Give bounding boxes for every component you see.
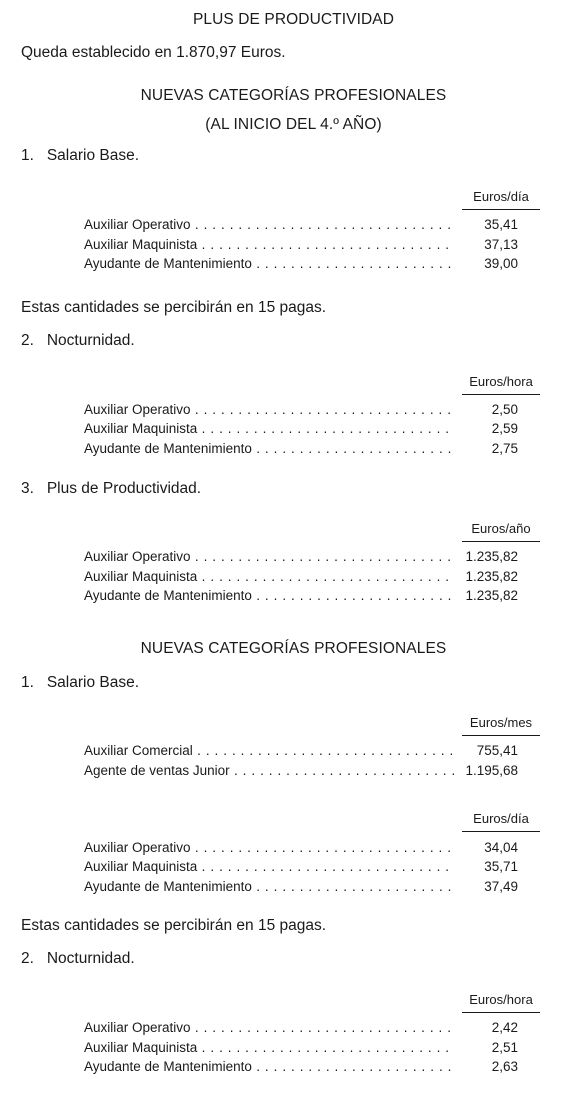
row-label: Ayudante de Mantenimiento . . . — [84, 441, 454, 456]
row-value: 755,41 — [476, 743, 518, 758]
table-row — [84, 743, 538, 761]
table-row — [84, 1040, 538, 1058]
table-row — [84, 217, 538, 235]
table-row — [84, 421, 538, 439]
row-value: 2,42 — [491, 1020, 518, 1035]
row-value: 2,50 — [491, 402, 518, 417]
row-label: Agente de ventas Junior . . . — [84, 763, 454, 778]
row-label: Ayudante de Mantenimiento . . . — [84, 1059, 454, 1074]
column-unit-underline — [462, 1012, 540, 1013]
note-15-pagas: Estas cantidades se percibirán en 15 pagas. — [21, 299, 327, 316]
table-row — [84, 1059, 538, 1077]
section-title-nuevas-categorias: NUEVAS CATEGORÍAS PROFESIONALES — [140, 87, 447, 104]
column-unit-euros-hora-2: Euros/hora — [469, 992, 533, 1007]
section-subtitle-inicio-4-ano: (AL INICIO DEL 4.º AÑO) — [205, 116, 382, 133]
column-unit-euros-mes: Euros/mes — [469, 715, 533, 730]
row-label: Auxiliar Comercial . . . — [84, 743, 454, 758]
section-title-nuevas-categorias-2: NUEVAS CATEGORÍAS PROFESIONALES — [140, 640, 447, 657]
row-label: Ayudante de Mantenimiento . . . — [84, 256, 454, 271]
item-heading-salario-base: 1. Salario Base. — [21, 147, 140, 164]
table-row — [84, 588, 538, 606]
table-row — [84, 549, 538, 567]
row-value: 1.235,82 — [465, 569, 518, 584]
row-label: Auxiliar Maquinista . . . — [84, 859, 454, 874]
table-row — [84, 441, 538, 459]
column-unit-underline — [462, 209, 540, 210]
item-heading-nocturnidad-2: 2. Nocturnidad. — [21, 950, 135, 967]
row-label: Auxiliar Operativo . . . — [84, 217, 454, 232]
row-value: 37,13 — [484, 237, 518, 252]
row-value: 1.195,68 — [465, 763, 518, 778]
table-row — [84, 402, 538, 420]
column-unit-euros-dia: Euros/día — [473, 189, 529, 204]
table-row — [84, 840, 538, 858]
table-row — [84, 237, 538, 255]
row-value: 1.235,82 — [465, 588, 518, 603]
row-value: 1.235,82 — [465, 549, 518, 564]
note-15-pagas-2: Estas cantidades se percibirán en 15 pagas. — [21, 917, 327, 934]
column-unit-underline — [462, 735, 540, 736]
row-value: 2,63 — [491, 1059, 518, 1074]
row-value: 2,59 — [491, 421, 518, 436]
section-title-plus-productividad: PLUS DE PRODUCTIVIDAD — [192, 11, 395, 28]
row-value: 2,51 — [491, 1040, 518, 1055]
item-heading-salario-base-2: 1. Salario Base. — [21, 674, 140, 691]
row-label: Auxiliar Maquinista . . . — [84, 1040, 454, 1055]
row-value: 34,04 — [484, 840, 518, 855]
row-label: Auxiliar Maquinista . . . — [84, 237, 454, 252]
item-heading-nocturnidad: 2. Nocturnidad. — [21, 332, 135, 349]
row-label: Ayudante de Mantenimiento . . . — [84, 879, 454, 894]
row-value: 37,49 — [484, 879, 518, 894]
column-unit-euros-ano: Euros/año — [471, 521, 531, 536]
row-label: Auxiliar Operativo . . . — [84, 1020, 454, 1035]
table-row — [84, 763, 538, 781]
row-label: Auxiliar Maquinista . . . — [84, 421, 454, 436]
item-heading-plus-productividad: 3. Plus de Productividad. — [21, 480, 202, 497]
row-label: Auxiliar Operativo . . . — [84, 549, 454, 564]
row-value: 35,41 — [484, 217, 518, 232]
column-unit-underline — [462, 394, 540, 395]
row-value: 2,75 — [491, 441, 518, 456]
column-unit-euros-dia-2: Euros/día — [473, 811, 529, 826]
row-label: Ayudante de Mantenimiento . . . — [84, 588, 454, 603]
table-row — [84, 569, 538, 587]
row-label: Auxiliar Operativo . . . — [84, 402, 454, 417]
table-row — [84, 859, 538, 877]
row-label: Auxiliar Operativo . . . — [84, 840, 454, 855]
row-value: 35,71 — [484, 859, 518, 874]
column-unit-underline — [462, 831, 540, 832]
row-value: 39,00 — [484, 256, 518, 271]
table-row — [84, 1020, 538, 1038]
table-row — [84, 879, 538, 897]
row-label: Auxiliar Maquinista . . . — [84, 569, 454, 584]
column-unit-euros-hora: Euros/hora — [469, 374, 533, 389]
table-row — [84, 256, 538, 274]
column-unit-underline — [462, 541, 540, 542]
intro-paragraph: Queda establecido en 1.870,97 Euros. — [21, 44, 286, 61]
